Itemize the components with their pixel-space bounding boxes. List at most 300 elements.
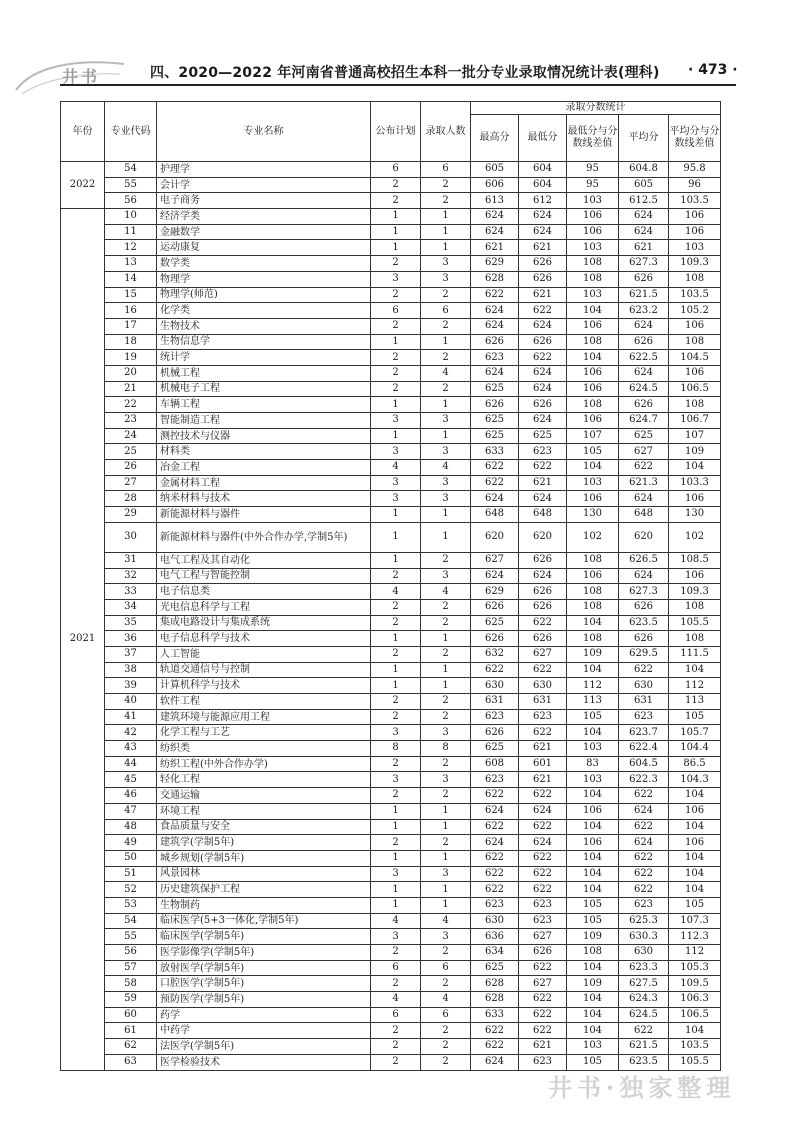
page-number: · 473 · (688, 62, 738, 78)
avg-diff-cell: 106 (669, 568, 721, 584)
avg-cell: 622.3 (619, 772, 669, 788)
min-diff-cell: 113 (567, 694, 619, 710)
avg-cell: 630 (619, 945, 669, 961)
plan-cell: 2 (371, 599, 421, 615)
admitted-cell: 2 (421, 552, 471, 568)
min-cell: 627 (519, 929, 567, 945)
min-diff-cell: 104 (567, 992, 619, 1008)
table-row (61, 444, 721, 460)
code-cell: 27 (105, 475, 157, 491)
table-row (61, 709, 721, 725)
avg-diff-cell: 104 (669, 788, 721, 804)
min-cell: 626 (519, 256, 567, 272)
plan-cell: 2 (371, 381, 421, 397)
code-cell: 53 (105, 897, 157, 913)
min-diff-cell: 103 (567, 287, 619, 303)
table-row (61, 350, 721, 366)
plan-cell: 1 (371, 631, 421, 647)
code-cell: 26 (105, 460, 157, 476)
table-row (61, 772, 721, 788)
admitted-cell: 1 (421, 397, 471, 413)
min-diff-cell: 105 (567, 444, 619, 460)
max-cell: 626 (471, 599, 519, 615)
avg-diff-cell: 103.3 (669, 475, 721, 491)
min-cell: 624 (519, 209, 567, 225)
table-row (61, 428, 721, 444)
plan-cell: 8 (371, 741, 421, 757)
admitted-cell: 2 (421, 709, 471, 725)
min-diff-cell: 103 (567, 1039, 619, 1055)
table-row (61, 960, 721, 976)
min-cell: 622 (519, 303, 567, 319)
min-cell: 624 (519, 491, 567, 507)
avg-cell: 624 (619, 209, 669, 225)
admitted-cell: 2 (421, 318, 471, 334)
code-cell: 18 (105, 334, 157, 350)
major-name-cell: 风景园林 (157, 866, 371, 882)
table-row (61, 381, 721, 397)
min-diff-cell: 103 (567, 240, 619, 256)
table-row (61, 694, 721, 710)
min-diff-cell: 106 (567, 413, 619, 429)
code-cell: 10 (105, 209, 157, 225)
plan-cell: 2 (371, 193, 421, 209)
major-name-cell: 物理学 (157, 271, 371, 287)
min-diff-cell: 103 (567, 193, 619, 209)
min-diff-cell: 106 (567, 835, 619, 851)
plan-cell: 6 (371, 303, 421, 319)
min-cell: 623 (519, 444, 567, 460)
min-cell: 622 (519, 850, 567, 866)
max-cell: 624 (471, 303, 519, 319)
header-admitted: 录取人数 (421, 102, 471, 162)
min-diff-cell: 106 (567, 224, 619, 240)
plan-cell: 4 (371, 460, 421, 476)
major-name-cell: 集成电路设计与集成系统 (157, 615, 371, 631)
avg-cell: 624 (619, 568, 669, 584)
major-name-cell: 电气工程与智能控制 (157, 568, 371, 584)
plan-cell: 2 (371, 976, 421, 992)
code-cell: 41 (105, 709, 157, 725)
min-cell: 624 (519, 568, 567, 584)
major-name-cell: 机械工程 (157, 365, 371, 381)
admitted-cell: 2 (421, 381, 471, 397)
avg-diff-cell: 86.5 (669, 756, 721, 772)
header-min: 最低分 (519, 115, 567, 162)
table-row (61, 162, 721, 178)
avg-cell: 629.5 (619, 646, 669, 662)
code-cell: 55 (105, 929, 157, 945)
admission-table (60, 101, 721, 1071)
admitted-cell: 4 (421, 992, 471, 1008)
avg-cell: 621.5 (619, 287, 669, 303)
code-cell: 28 (105, 491, 157, 507)
avg-cell: 605 (619, 177, 669, 193)
avg-diff-cell: 109.5 (669, 976, 721, 992)
avg-cell: 623 (619, 709, 669, 725)
code-cell: 17 (105, 318, 157, 334)
admitted-cell: 3 (421, 725, 471, 741)
min-diff-cell: 108 (567, 397, 619, 413)
code-cell: 38 (105, 662, 157, 678)
avg-cell: 622 (619, 662, 669, 678)
avg-cell: 623.3 (619, 960, 669, 976)
admitted-cell: 3 (421, 491, 471, 507)
min-cell: 624 (519, 365, 567, 381)
avg-cell: 622 (619, 850, 669, 866)
plan-cell: 2 (371, 835, 421, 851)
major-name-cell: 软件工程 (157, 694, 371, 710)
avg-diff-cell: 103 (669, 240, 721, 256)
table-row (61, 224, 721, 240)
admitted-cell: 1 (421, 662, 471, 678)
admitted-cell: 2 (421, 976, 471, 992)
min-cell: 626 (519, 397, 567, 413)
major-name-cell: 城乡规划(学制5年) (157, 850, 371, 866)
min-cell: 630 (519, 678, 567, 694)
max-cell: 628 (471, 992, 519, 1008)
plan-cell: 1 (371, 334, 421, 350)
code-cell: 46 (105, 788, 157, 804)
max-cell: 622 (471, 287, 519, 303)
avg-diff-cell: 106 (669, 835, 721, 851)
major-name-cell: 冶金工程 (157, 460, 371, 476)
min-cell: 622 (519, 866, 567, 882)
plan-cell: 2 (371, 615, 421, 631)
avg-diff-cell: 106 (669, 803, 721, 819)
min-diff-cell: 104 (567, 615, 619, 631)
table-row (61, 318, 721, 334)
code-cell: 45 (105, 772, 157, 788)
avg-cell: 622 (619, 788, 669, 804)
avg-cell: 627.3 (619, 256, 669, 272)
max-cell: 623 (471, 897, 519, 913)
avg-diff-cell: 112 (669, 678, 721, 694)
min-diff-cell: 108 (567, 552, 619, 568)
min-cell: 623 (519, 913, 567, 929)
code-cell: 31 (105, 552, 157, 568)
avg-cell: 622.5 (619, 350, 669, 366)
table-row (61, 365, 721, 381)
major-name-cell: 会计学 (157, 177, 371, 193)
avg-diff-cell: 104 (669, 1023, 721, 1039)
plan-cell: 3 (371, 929, 421, 945)
min-diff-cell: 103 (567, 475, 619, 491)
plan-cell: 2 (371, 709, 421, 725)
min-diff-cell: 108 (567, 256, 619, 272)
avg-diff-cell: 102 (669, 522, 721, 552)
table-row (61, 475, 721, 491)
min-diff-cell: 108 (567, 599, 619, 615)
avg-diff-cell: 104 (669, 819, 721, 835)
table-row (61, 631, 721, 647)
code-cell: 37 (105, 646, 157, 662)
avg-cell: 604.5 (619, 756, 669, 772)
code-cell: 54 (105, 913, 157, 929)
min-cell: 624 (519, 224, 567, 240)
max-cell: 613 (471, 193, 519, 209)
table-row (61, 678, 721, 694)
plan-cell: 6 (371, 162, 421, 178)
code-cell: 15 (105, 287, 157, 303)
avg-diff-cell: 103.5 (669, 193, 721, 209)
min-cell: 648 (519, 507, 567, 523)
avg-diff-cell: 112 (669, 945, 721, 961)
min-diff-cell: 104 (567, 850, 619, 866)
max-cell: 623 (471, 709, 519, 725)
code-cell: 59 (105, 992, 157, 1008)
major-name-cell: 生物技术 (157, 318, 371, 334)
table-row (61, 599, 721, 615)
min-cell: 621 (519, 1039, 567, 1055)
major-name-cell: 法医学(学制5年) (157, 1039, 371, 1055)
admitted-cell: 3 (421, 929, 471, 945)
table-row (61, 491, 721, 507)
min-diff-cell: 103 (567, 772, 619, 788)
min-diff-cell: 109 (567, 646, 619, 662)
table-row (61, 741, 721, 757)
avg-diff-cell: 106 (669, 318, 721, 334)
code-cell: 13 (105, 256, 157, 272)
max-cell: 626 (471, 397, 519, 413)
min-cell: 626 (519, 552, 567, 568)
plan-cell: 2 (371, 350, 421, 366)
avg-diff-cell: 105.7 (669, 725, 721, 741)
min-cell: 623 (519, 897, 567, 913)
admitted-cell: 1 (421, 803, 471, 819)
major-name-cell: 纳米材料与技术 (157, 491, 371, 507)
code-cell: 32 (105, 568, 157, 584)
table-row (61, 397, 721, 413)
max-cell: 628 (471, 976, 519, 992)
major-name-cell: 车辆工程 (157, 397, 371, 413)
avg-cell: 621.5 (619, 1039, 669, 1055)
admitted-cell: 1 (421, 240, 471, 256)
code-cell: 33 (105, 584, 157, 600)
avg-diff-cell: 106.3 (669, 992, 721, 1008)
major-name-cell: 食品质量与安全 (157, 819, 371, 835)
avg-cell: 624 (619, 318, 669, 334)
avg-diff-cell: 105.5 (669, 1054, 721, 1070)
admitted-cell: 1 (421, 224, 471, 240)
avg-diff-cell: 107 (669, 428, 721, 444)
min-cell: 622 (519, 788, 567, 804)
header-avg-diff: 平均分与分数线差值 (669, 115, 721, 162)
code-cell: 11 (105, 224, 157, 240)
table-row (61, 882, 721, 898)
plan-cell: 2 (371, 756, 421, 772)
avg-cell: 622 (619, 882, 669, 898)
major-name-cell: 临床医学(5+3一体化,学制5年) (157, 913, 371, 929)
avg-diff-cell: 106 (669, 209, 721, 225)
min-diff-cell: 109 (567, 929, 619, 945)
plan-cell: 2 (371, 287, 421, 303)
avg-cell: 622 (619, 819, 669, 835)
avg-diff-cell: 104 (669, 882, 721, 898)
min-cell: 624 (519, 318, 567, 334)
header-year: 年份 (61, 102, 105, 162)
table-row (61, 552, 721, 568)
avg-diff-cell: 106.5 (669, 381, 721, 397)
major-name-cell: 统计学 (157, 350, 371, 366)
code-cell: 55 (105, 177, 157, 193)
table-row (61, 334, 721, 350)
header-code: 专业代码 (105, 102, 157, 162)
max-cell: 608 (471, 756, 519, 772)
plan-cell: 3 (371, 413, 421, 429)
major-name-cell: 新能源材料与器件 (157, 507, 371, 523)
max-cell: 648 (471, 507, 519, 523)
major-name-cell: 临床医学(学制5年) (157, 929, 371, 945)
min-cell: 622 (519, 882, 567, 898)
admitted-cell: 1 (421, 897, 471, 913)
min-diff-cell: 108 (567, 334, 619, 350)
table-row (61, 866, 721, 882)
avg-cell: 626 (619, 397, 669, 413)
code-cell: 34 (105, 599, 157, 615)
major-name-cell: 轨道交通信号与控制 (157, 662, 371, 678)
code-cell: 42 (105, 725, 157, 741)
major-name-cell: 医学影像学(学制5年) (157, 945, 371, 961)
major-name-cell: 预防医学(学制5年) (157, 992, 371, 1008)
plan-cell: 3 (371, 866, 421, 882)
major-name-cell: 材料类 (157, 444, 371, 460)
max-cell: 624 (471, 491, 519, 507)
major-name-cell: 电气工程及其自动化 (157, 552, 371, 568)
code-cell: 30 (105, 522, 157, 552)
avg-cell: 622.4 (619, 741, 669, 757)
table-row (61, 976, 721, 992)
avg-cell: 630 (619, 678, 669, 694)
avg-diff-cell: 105.5 (669, 615, 721, 631)
admitted-cell: 2 (421, 756, 471, 772)
major-name-cell: 生物制药 (157, 897, 371, 913)
major-name-cell: 护理学 (157, 162, 371, 178)
code-cell: 23 (105, 413, 157, 429)
table-row (61, 177, 721, 193)
avg-cell: 626.5 (619, 552, 669, 568)
avg-cell: 630.3 (619, 929, 669, 945)
admitted-cell: 4 (421, 365, 471, 381)
plan-cell: 2 (371, 945, 421, 961)
admitted-cell: 1 (421, 522, 471, 552)
min-diff-cell: 105 (567, 913, 619, 929)
admitted-cell: 1 (421, 507, 471, 523)
plan-cell: 1 (371, 897, 421, 913)
table-row (61, 1007, 721, 1023)
major-name-cell: 药学 (157, 1007, 371, 1023)
max-cell: 627 (471, 552, 519, 568)
max-cell: 624 (471, 224, 519, 240)
major-name-cell: 测控技术与仪器 (157, 428, 371, 444)
min-cell: 622 (519, 960, 567, 976)
max-cell: 629 (471, 584, 519, 600)
avg-cell: 624.5 (619, 381, 669, 397)
min-diff-cell: 104 (567, 460, 619, 476)
header-max: 最高分 (471, 115, 519, 162)
plan-cell: 1 (371, 507, 421, 523)
min-diff-cell: 106 (567, 381, 619, 397)
min-cell: 621 (519, 772, 567, 788)
admitted-cell: 3 (421, 271, 471, 287)
max-cell: 624 (471, 318, 519, 334)
avg-diff-cell: 106 (669, 365, 721, 381)
table-row (61, 819, 721, 835)
avg-diff-cell: 104 (669, 460, 721, 476)
min-cell: 604 (519, 177, 567, 193)
avg-diff-cell: 106.5 (669, 1007, 721, 1023)
table-row (61, 646, 721, 662)
avg-diff-cell: 109.3 (669, 256, 721, 272)
plan-cell: 1 (371, 803, 421, 819)
admitted-cell: 2 (421, 835, 471, 851)
table-row (61, 522, 721, 552)
code-cell: 58 (105, 976, 157, 992)
plan-cell: 4 (371, 913, 421, 929)
table-body (61, 162, 721, 1071)
plan-cell: 3 (371, 491, 421, 507)
avg-cell: 622 (619, 460, 669, 476)
table-row (61, 662, 721, 678)
max-cell: 622 (471, 1023, 519, 1039)
max-cell: 625 (471, 615, 519, 631)
max-cell: 606 (471, 177, 519, 193)
min-diff-cell: 103 (567, 741, 619, 757)
header-min-diff: 最低分与分数线差值 (567, 115, 619, 162)
admitted-cell: 1 (421, 209, 471, 225)
plan-cell: 1 (371, 662, 421, 678)
avg-diff-cell: 105.3 (669, 960, 721, 976)
table-row (61, 303, 721, 319)
min-diff-cell: 108 (567, 631, 619, 647)
admitted-cell: 2 (421, 287, 471, 303)
max-cell: 625 (471, 428, 519, 444)
admitted-cell: 1 (421, 428, 471, 444)
major-name-cell: 计算机科学与技术 (157, 678, 371, 694)
avg-diff-cell: 104 (669, 850, 721, 866)
page-title: 四、2020—2022 年河南省普通高校招生本科一批分专业录取情况统计表(理科) (150, 65, 660, 81)
header-avg: 平均分 (619, 115, 669, 162)
code-cell: 57 (105, 960, 157, 976)
avg-cell: 623.5 (619, 1054, 669, 1070)
min-cell: 621 (519, 741, 567, 757)
header-stats-group: 录取分数统计 (471, 102, 721, 115)
major-name-cell: 放射医学(学制5年) (157, 960, 371, 976)
min-diff-cell: 109 (567, 976, 619, 992)
admitted-cell: 2 (421, 350, 471, 366)
code-cell: 47 (105, 803, 157, 819)
max-cell: 630 (471, 678, 519, 694)
major-name-cell: 金融数学 (157, 224, 371, 240)
avg-diff-cell: 95.8 (669, 162, 721, 178)
code-cell: 40 (105, 694, 157, 710)
avg-diff-cell: 103.5 (669, 1039, 721, 1055)
plan-cell: 6 (371, 1007, 421, 1023)
major-name-cell: 医学检验技术 (157, 1054, 371, 1070)
min-cell: 622 (519, 1007, 567, 1023)
min-diff-cell: 83 (567, 756, 619, 772)
min-cell: 623 (519, 1054, 567, 1070)
code-cell: 35 (105, 615, 157, 631)
plan-cell: 1 (371, 428, 421, 444)
avg-cell: 604.8 (619, 162, 669, 178)
min-cell: 604 (519, 162, 567, 178)
table-row (61, 756, 721, 772)
table-row (61, 209, 721, 225)
min-diff-cell: 104 (567, 1007, 619, 1023)
min-diff-cell: 106 (567, 318, 619, 334)
min-cell: 627 (519, 646, 567, 662)
